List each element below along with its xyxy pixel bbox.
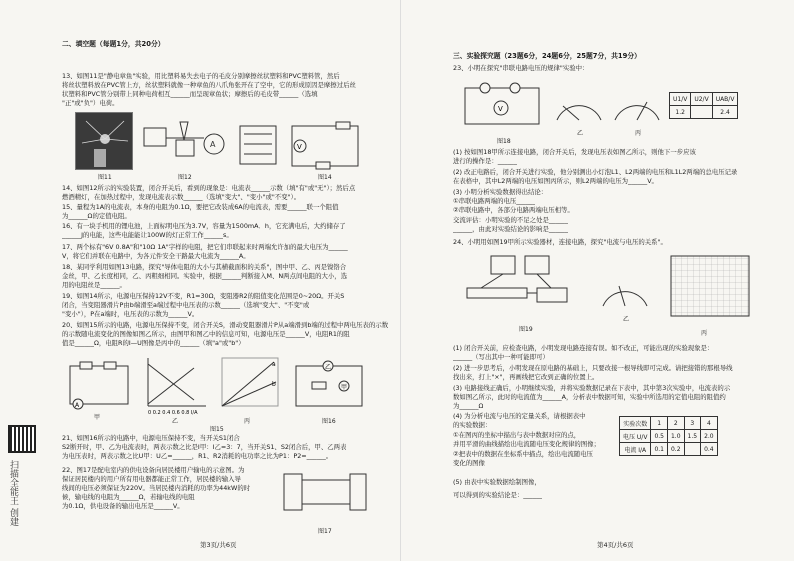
fig19-caption: 图19 xyxy=(519,326,533,333)
svg-text:乙: 乙 xyxy=(325,364,332,371)
q17-line2: V，将它们并联在电路中，为各元件安全干路最大电流为______A。 xyxy=(62,252,250,260)
q24-line: (2) 进一步思考后，小明发现在原电路的基础上，只要改接一根导线即可完成。请把接错的那根导线 xyxy=(453,364,733,372)
q22-line5: 为0.1Ω，供电设备的输出电压是______V。 xyxy=(62,502,184,510)
figure-19a-apparatus xyxy=(461,252,581,322)
table-24-row xyxy=(620,443,718,456)
scanner-watermark: 扫描全能王 创建 xyxy=(8,460,18,526)
table-24-cell: 0.1 xyxy=(651,443,668,456)
q24-line: (1) 闭合开关前，应检查电路，小明发现电路连接有误。如不改正，可能出现的实验现象是： xyxy=(453,344,714,352)
q23-line: (1) 按如图18甲所示连接电路，闭合开关后，发现电压表如图乙所示，则他下一步应该 xyxy=(453,148,696,156)
table-23-cell xyxy=(691,106,712,119)
figure-18a-circuit xyxy=(461,78,543,134)
q24-line: 为______Ω xyxy=(453,402,484,410)
figure-17-diagram xyxy=(280,466,370,520)
svg-text:b: b xyxy=(272,381,276,388)
q15-line2: 为______Ω的定值电阻。 xyxy=(62,212,131,220)
q22-line2: 保证居民楼内的用户所有用电器都能正常工作，居民楼的输入导 xyxy=(62,475,241,483)
q19-line3: "变小"），P在a端时，电压表的示数为______V。 xyxy=(62,310,199,318)
q20-line2: 的示数随电流变化的图像如图乙所示，由图甲和图乙中的信息可知，电源电压是______V，电阻R1的阻 xyxy=(62,330,350,338)
q23-intro: 23、小明在探究"串联电路电压的规律"实验中： xyxy=(453,64,589,72)
q15-line1: 15、量程为1A的电流表，本身的电阻为0.1Ω，要把它改装成6A的电流表，需要______联一个阻值 xyxy=(62,203,339,211)
q18-line3: 用的电阻丝是______。 xyxy=(62,281,126,289)
table-24-cell: 0.4 xyxy=(701,443,718,456)
table-24-cell: 2 xyxy=(667,417,684,430)
table-23-cell: 1.2 xyxy=(670,106,691,119)
fig11-caption: 图11 xyxy=(98,174,112,181)
q16-line1: 16、有一块手机用的锂电池，上面标明电压为3.7V，容量为1500mA．h，它充满电后，大约储存了 xyxy=(62,222,346,230)
right-page-footer: 第4页/共6页 xyxy=(597,541,634,549)
q17-line1: 17、两个标有"6V 0.8A"和"10Ω 1A"字样的电阻，把它们串联起来时两端允许加的最大电压为______ xyxy=(62,243,348,251)
figure-13-diagram xyxy=(236,118,282,172)
figure-19b-ammeter xyxy=(597,276,653,312)
svg-text:a: a xyxy=(272,361,276,368)
table-23-header: UAB/V xyxy=(712,93,738,106)
table-24-row xyxy=(620,430,718,443)
q19-line1: 19、如图14所示，电源电压保持12V不变，R1=30Ω，变阻器R2的阻值变化范围是0~20Ω。开关S xyxy=(62,292,345,300)
q22-line3: 线间的电压必须保证为220V。当居民楼内消耗的功率为44kW的时 xyxy=(62,484,251,492)
fig16-caption: 图16 xyxy=(322,418,336,425)
left-page-footer: 第3页/共6页 xyxy=(200,541,237,549)
figure-15b-graph xyxy=(140,354,210,416)
fig18-yi: 乙 xyxy=(577,130,584,137)
svg-text:V: V xyxy=(297,143,302,151)
q24-line: (3) 电路接线正确后，小明继续实验，并将实验数据记录在下表中，其中第3次实验中，电流表的示 xyxy=(453,384,731,392)
q24-line: ______（写出其中一种可能即可） xyxy=(453,353,549,361)
fig18-caption: 图18 xyxy=(497,138,511,145)
q13-line2: 将丝状塑料放在PVC管上方，丝状塑料就像一种章鱼的八爪角张开在了空中，它的形成原因是摩擦过后丝 xyxy=(62,81,356,89)
q20-line3: 值是______Ω，电阻R的I—U图像是丙中的______（填"a"或"b"） xyxy=(62,339,245,347)
table-24-cell: 1.0 xyxy=(667,430,684,443)
svg-text:A: A xyxy=(210,140,216,149)
q24-line: ②把表中的数据在坐标系中描点，绘出电流随电压 xyxy=(453,450,593,458)
q24-line: 数如图乙所示，此时的电流值为______A，分析表中数据可知，实验中所选用的定值电阻的阻值约 xyxy=(453,393,726,401)
q24-line: 并用平滑的曲线描绘出电流随电压变化规律的图像； xyxy=(453,440,600,448)
table-23-cell: 2.4 xyxy=(712,106,738,119)
q24-line: (5) 由表中实验数据绘制图像， xyxy=(453,478,541,486)
table-24-cell: 0.5 xyxy=(651,430,668,443)
q24-intro: 24、小明用如图19甲所示实验器材，连接电路，探究"电流与电压的关系"。 xyxy=(453,238,667,246)
figure-15a-circuit xyxy=(64,356,134,414)
q14-line1: 14、如图12所示的实验装置，闭合开关后，看到的现象是：电流表______示数（填"有"或"无"）；然后点 xyxy=(62,184,356,192)
q18-line1: 18、某同学利用如图13电路，探究"导体电阻的大小与其横截面积的关系"，图中甲、乙、丙是镍铬合 xyxy=(62,263,347,271)
table-24-cell: 3 xyxy=(684,417,701,430)
table-24-cell: 0.2 xyxy=(667,443,684,456)
q23-line: ②串联电路中，各部分电路两端电压相等。 xyxy=(453,206,574,214)
table-24-cell: 电流 I/A xyxy=(620,443,651,456)
q22-line4: 候，输电线的电阻为______Ω，若输电线的电阻 xyxy=(62,493,195,501)
q13-line1: 13、如图11是"静电章鱼"实验，用比塑料易失去电子的毛皮分别摩擦丝状塑料和PVC塑料管，然后 xyxy=(62,72,340,80)
table-23-header: U2/V xyxy=(691,93,712,106)
fig15-yi: 乙 xyxy=(172,418,179,425)
q24-line: 变化的图像 xyxy=(453,459,485,467)
qr-code-image xyxy=(8,425,36,453)
q13-line3: 状塑料和PVC管分别带上同种电荷相互______而呈现章鱼状；摩擦后的毛皮带______（选填 xyxy=(62,90,318,98)
q23-line: 进行的操作是：______ xyxy=(453,157,517,165)
figure-18c-voltmeter xyxy=(609,90,665,126)
q23-line: ______，由此对实验结论的影响是______ xyxy=(453,225,569,233)
table-24 xyxy=(619,416,718,456)
svg-text:A: A xyxy=(75,402,80,409)
q18-line2: 金丝，甲、乙长度相同，乙、丙粗细相同。实验中，根据______判断接入M、N两点间电阻的大小，选 xyxy=(62,272,348,280)
table-23 xyxy=(669,92,738,119)
q23-line: 在表格中，其中L2两端的电压如图丙所示，则L2两端的电压为______V。 xyxy=(453,177,658,185)
table-24-cell: 1 xyxy=(651,417,668,430)
fig15-caption: 图15 xyxy=(210,426,224,433)
table-24-cell: 1.5 xyxy=(684,430,701,443)
figure-11-photo xyxy=(75,112,133,170)
table-24-cell: 4 xyxy=(701,417,718,430)
figure-16-circuit xyxy=(290,360,370,416)
fig15-jia: 甲 xyxy=(94,414,101,421)
q24-line: (4) 为分析电流与电压的定量关系，请根据表中 xyxy=(453,412,586,420)
fig19-bing: 丙 xyxy=(701,330,708,337)
section3-title: 三、实验探究题（23题6分，24题6分，25题7分，共19分） xyxy=(453,52,641,60)
fig17-caption: 图17 xyxy=(318,528,332,535)
figure-14-circuit xyxy=(286,118,366,178)
fig12-caption: 图12 xyxy=(178,174,192,181)
svg-text:0 0.2 0.4 0.6 0.8 I/A: 0 0.2 0.4 0.6 0.8 I/A xyxy=(148,410,198,416)
fig18-bing: 丙 xyxy=(635,130,642,137)
fig15-bing: 丙 xyxy=(244,418,251,425)
q20-line1: 20、如图15所示的电路，电源电压保持不变，闭合开关S，滑动变阻器滑片P从a端滑到b端的过程中两电压表的示数 xyxy=(62,321,389,329)
figure-18b-voltmeter xyxy=(551,90,607,126)
table-23-value-row xyxy=(670,106,738,119)
q16-line2: ______J的电能，这些电能能让100W的灯正常工作______s。 xyxy=(62,231,233,239)
q19-line2: 闭合，当变阻器滑片P由b端滑至a端过程中电压表的示数______（选填"变大"、"不变"或 xyxy=(62,301,310,309)
q14-line2: 燃酒精灯，在加热过程中，发现电流表示数______（选填"变大"、"变小"或"不变"）。 xyxy=(62,193,301,201)
q22-line1: 22、图17是配电室内的供电设备向居民楼用户输电的示意图。为 xyxy=(62,466,245,474)
table-24-cell: 电压 U/V xyxy=(620,430,651,443)
table-24-cell: 实验次数 xyxy=(620,417,651,430)
q23-line: ①串联电路两端的电压______ xyxy=(453,197,536,205)
q21-line2: S2断开时，甲、乙为电流表时，两表示数之比是I甲：I乙=3：7，当开关S1、S2闭合后，甲、乙两表 xyxy=(62,443,347,451)
figure-15c-graph xyxy=(214,354,282,416)
svg-text:V: V xyxy=(498,105,503,113)
fig19-yi: 乙 xyxy=(623,316,630,323)
figure-12-diagram xyxy=(140,118,236,172)
q21-line3: 为电压表时，两表示数之比U甲：U乙=______，R1、R2消耗的电功率之比为P1：P2=______。 xyxy=(62,452,333,460)
table-24-row xyxy=(620,417,718,430)
figure-19c-grid xyxy=(663,252,753,326)
q24-line: 的实验数据： xyxy=(453,421,492,429)
q23-line: (2) 改正电路后，闭合开关进行实验，他分别测出小灯泡L1、L2两端的电压和L1L2两端的总电压记录 xyxy=(453,168,738,176)
q24-line: ①在图丙的坐标中描出与表中数据对应的点， xyxy=(453,431,581,439)
figure-11-strands xyxy=(76,113,134,171)
table-24-cell xyxy=(684,443,701,456)
q23-line: 交流评估：小明实验的不足之处是______ xyxy=(453,216,569,224)
q23-line: (3) 小明分析实验数据得出结论： xyxy=(453,188,548,196)
q24-line: 可以得到的实验结论是：______ xyxy=(453,491,543,499)
q21-line1: 21、如图16所示的电路中，电源电压保持不变，当开关S1闭合 xyxy=(62,434,240,442)
q13-line4: "正"或"负"）电荷。 xyxy=(62,99,119,107)
section2-title: 二、填空题（每题1分，共20分） xyxy=(62,40,165,48)
table-23-header: U1/V xyxy=(670,93,691,106)
fig14-caption: 图14 xyxy=(318,174,332,181)
table-23-header-row xyxy=(670,93,738,106)
table-24-cell: 2.0 xyxy=(701,430,718,443)
q24-line: 找出来，打上"×"，再画线把它改到正确的位置上。 xyxy=(453,373,599,381)
svg-text:甲: 甲 xyxy=(341,384,348,391)
right-page xyxy=(400,0,794,561)
